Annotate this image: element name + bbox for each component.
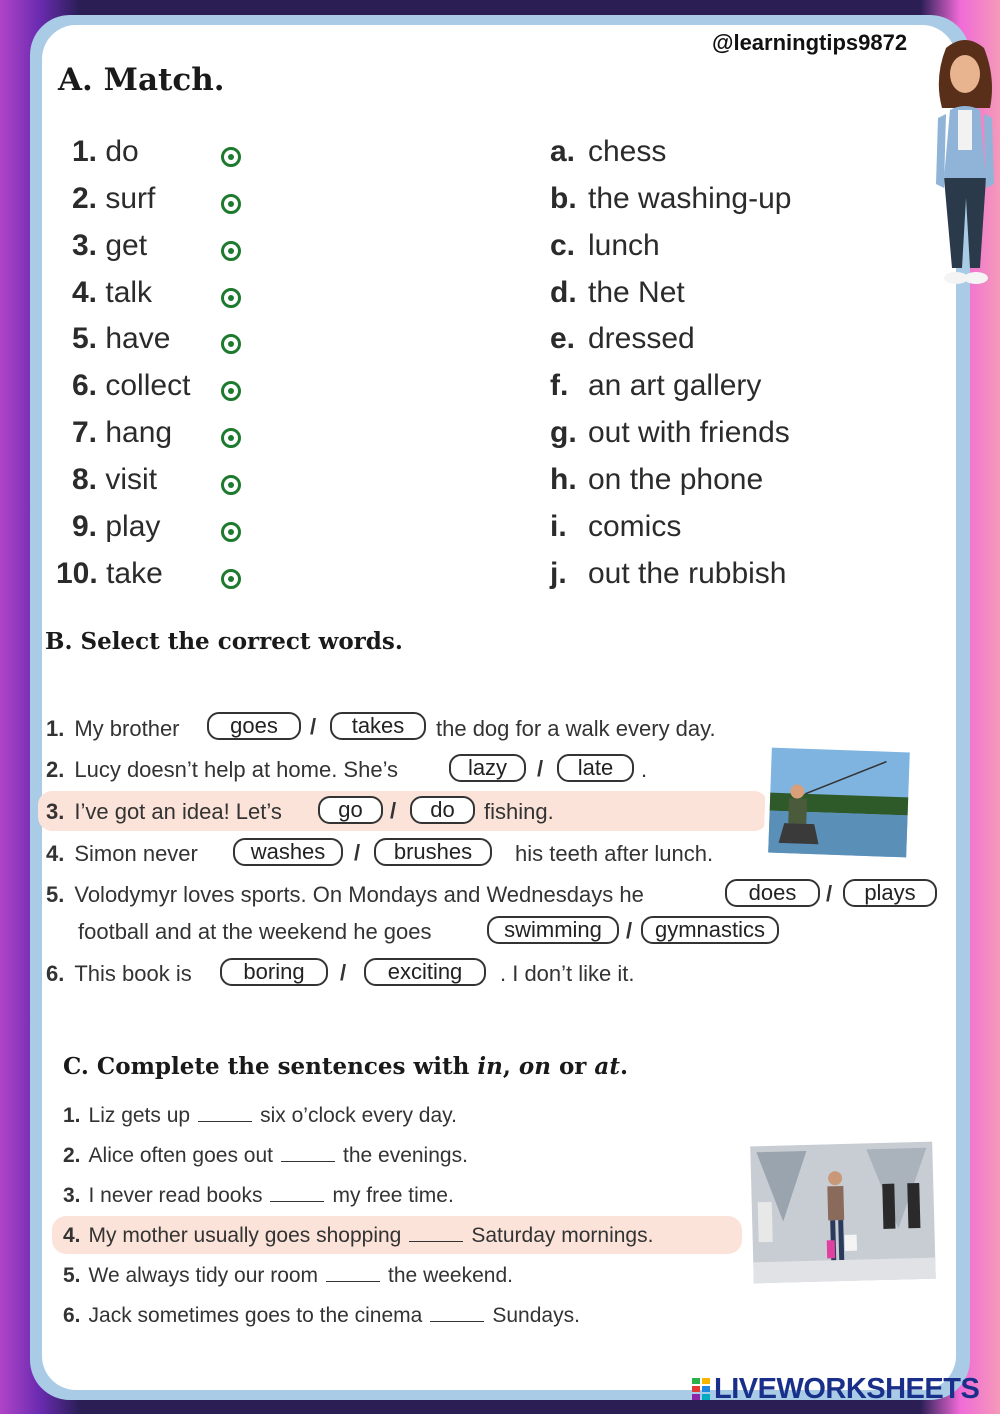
c-number: 5. (63, 1264, 81, 1287)
match-left-item (72, 276, 152, 310)
match-connector-dot[interactable] (221, 569, 241, 589)
match-left-text: have (105, 322, 171, 355)
b2-option-late[interactable]: late (557, 754, 634, 782)
b6-post: . I don’t like it. (500, 961, 635, 986)
match-right-letter: f. (550, 369, 569, 402)
c-title-or: or (550, 1053, 595, 1080)
match-left-number: 2. (72, 182, 98, 215)
match-left-item (72, 182, 155, 216)
liveworksheets-logo-icon (692, 1378, 710, 1400)
c-pre-text: My mother usually goes shopping (88, 1224, 402, 1247)
section-b-title: B. Select the correct words. (45, 628, 403, 655)
c-post-text: Saturday mornings. (471, 1224, 654, 1247)
b6-slash: / (340, 960, 347, 985)
match-right-text: the Net (588, 276, 685, 309)
b1-pre: My brother (74, 716, 180, 741)
match-right-letter: d. (550, 276, 577, 309)
match-left-item (72, 416, 172, 450)
match-connector-dot[interactable] (221, 241, 241, 261)
section-a-title: A. Match. (58, 62, 225, 98)
b4-option-washes[interactable]: washes (233, 838, 343, 866)
b4-pre: Simon never (74, 841, 198, 866)
b4-number: 4. (46, 841, 65, 866)
c-pre-text: I never read books (88, 1184, 263, 1207)
c-pre-text: Jack sometimes goes to the cinema (88, 1304, 423, 1327)
match-left-item (72, 135, 139, 169)
b2-slash: / (537, 756, 544, 781)
match-right-letter: h. (550, 463, 577, 496)
match-left-text: collect (105, 369, 191, 402)
match-left-number: 4. (72, 276, 98, 309)
b4-option-brushes[interactable]: brushes (374, 838, 492, 866)
c-title-pre: C. Complete the sentences with (63, 1053, 478, 1080)
c-title-end: . (619, 1053, 628, 1080)
c-title-in: in (477, 1053, 503, 1080)
b5-slash-2: / (626, 918, 633, 943)
b6-option-exciting[interactable]: exciting (364, 958, 486, 986)
match-left-item (72, 369, 190, 403)
match-right-letter: c. (550, 229, 576, 262)
c-pre-text: Alice often goes out (88, 1144, 273, 1167)
shopping-photo (746, 1138, 940, 1288)
match-right-letter: b. (550, 182, 577, 215)
b-sentence-6 (46, 961, 192, 987)
match-right-item[interactable] (550, 229, 660, 263)
b5-option-does[interactable]: does (725, 879, 820, 907)
b5-pre: Volodymyr loves sports. On Mondays and Wednesdays he (74, 882, 644, 907)
b5-slash-1: / (826, 881, 833, 906)
match-left-text: play (105, 510, 161, 543)
match-connector-dot[interactable] (221, 194, 241, 214)
c-answer-blank[interactable] (430, 1303, 484, 1322)
match-left-text: get (105, 229, 148, 262)
match-right-letter: a. (550, 135, 576, 168)
c-sentence (63, 1143, 468, 1168)
b5-option-plays[interactable]: plays (843, 879, 937, 907)
watermark: @learningtips9872 (712, 30, 908, 55)
match-left-item (72, 322, 170, 356)
b1-option-takes[interactable]: takes (330, 712, 426, 740)
match-right-text: chess (588, 135, 667, 168)
b4-slash: / (354, 840, 361, 865)
b5-option-gymnastics[interactable]: gymnastics (641, 916, 779, 944)
match-left-text: visit (105, 463, 158, 496)
section-c-title (63, 1053, 628, 1080)
b1-post: the dog for a walk every day. (436, 716, 716, 741)
match-right-text: the washing-up (588, 182, 792, 215)
match-right-item[interactable] (550, 135, 666, 169)
c-sentence (63, 1103, 457, 1128)
c-number: 6. (63, 1304, 81, 1327)
c-number: 4. (63, 1224, 81, 1247)
c-sentence (63, 1183, 454, 1208)
c-title-on: on (518, 1053, 551, 1080)
c-post-text: six o’clock every day. (260, 1104, 457, 1127)
b5-line2: football and at the weekend he goes (78, 919, 432, 944)
b3-option-go[interactable]: go (318, 796, 383, 824)
match-connector-dot[interactable] (221, 381, 241, 401)
b2-option-lazy[interactable]: lazy (449, 754, 526, 782)
match-right-text: on the phone (588, 463, 764, 496)
b2-pre: Lucy doesn’t help at home. She’s (74, 757, 399, 782)
match-right-item[interactable] (550, 557, 786, 591)
match-connector-dot[interactable] (221, 428, 241, 448)
b5-number: 5. (46, 882, 65, 907)
b1-number: 1. (46, 716, 65, 741)
c-answer-blank[interactable] (198, 1103, 252, 1122)
b3-option-do[interactable]: do (410, 796, 475, 824)
b5-option-swimming[interactable]: swimming (487, 916, 619, 944)
b6-number: 6. (46, 961, 65, 986)
c-sentence (63, 1223, 653, 1248)
b3-post: fishing. (484, 799, 554, 824)
match-connector-dot[interactable] (221, 147, 241, 167)
match-right-item[interactable] (550, 276, 685, 310)
c-sentence (63, 1263, 513, 1288)
c-post-text: the evenings. (342, 1144, 468, 1167)
match-left-number: 6. (72, 369, 98, 402)
b-sentence-2 (46, 757, 398, 783)
teacher-avatar-illustration (932, 38, 998, 298)
b-sentence-4 (46, 841, 198, 867)
match-right-text: lunch (588, 229, 660, 262)
match-right-letter: g. (550, 416, 577, 449)
c-sentence (63, 1303, 580, 1328)
c-post-text: Sundays. (492, 1304, 580, 1327)
match-left-number: 3. (72, 229, 98, 262)
match-right-item[interactable] (550, 510, 681, 544)
b-sentence-3 (46, 799, 282, 825)
match-right-text: out with friends (588, 416, 790, 449)
match-left-number: 5. (72, 322, 98, 355)
match-connector-dot[interactable] (221, 288, 241, 308)
match-right-item[interactable] (550, 182, 791, 216)
c-number: 1. (63, 1104, 81, 1127)
b2-post: . (641, 757, 648, 782)
b6-option-boring[interactable]: boring (220, 958, 328, 986)
match-right-item[interactable] (550, 369, 761, 403)
liveworksheets-brand: LIVEWORKSHEETS (714, 1373, 980, 1405)
match-connector-dot[interactable] (221, 475, 241, 495)
b1-option-goes[interactable]: goes (207, 712, 301, 740)
c-post-text: the weekend. (388, 1264, 513, 1287)
match-left-item (72, 229, 147, 263)
match-right-letter: j. (550, 557, 567, 590)
b6-pre: This book is (74, 961, 192, 986)
fishing-photo (763, 742, 915, 862)
match-left-item (72, 463, 157, 497)
match-right-text: out the rubbish (588, 557, 787, 590)
match-left-text: surf (105, 182, 156, 215)
match-left-number: 1. (72, 135, 98, 168)
b1-slash: / (310, 714, 317, 739)
match-right-item[interactable] (550, 416, 790, 450)
match-connector-dot[interactable] (221, 334, 241, 354)
match-left-number: 8. (72, 463, 98, 496)
c-title-comma: , (502, 1053, 519, 1080)
c-answer-blank[interactable] (281, 1143, 335, 1162)
c-answer-blank[interactable] (326, 1263, 380, 1282)
match-right-text: comics (588, 510, 682, 543)
match-right-letter: e. (550, 322, 576, 355)
match-right-text: dressed (588, 322, 695, 355)
match-right-item[interactable] (550, 463, 763, 497)
b-sentence-1 (46, 716, 180, 742)
b-sentence-5 (46, 882, 644, 908)
match-right-letter: i. (550, 510, 567, 543)
b3-number: 3. (46, 799, 65, 824)
match-left-item (72, 510, 160, 544)
match-left-number: 9. (72, 510, 98, 543)
match-left-text: take (106, 557, 163, 590)
b2-number: 2. (46, 757, 65, 782)
match-left-text: do (105, 135, 139, 168)
c-number: 2. (63, 1144, 81, 1167)
match-left-item (56, 557, 163, 591)
match-right-item[interactable] (550, 322, 695, 356)
c-title-at: at (594, 1053, 620, 1080)
c-answer-blank[interactable] (409, 1223, 463, 1242)
match-connector-dot[interactable] (221, 522, 241, 542)
c-number: 3. (63, 1184, 81, 1207)
match-right-text: an art gallery (588, 369, 762, 402)
c-post-text: my free time. (332, 1184, 454, 1207)
match-left-text: hang (105, 416, 173, 449)
c-answer-blank[interactable] (270, 1183, 324, 1202)
match-left-text: talk (105, 276, 153, 309)
match-left-number: 7. (72, 416, 98, 449)
b3-slash: / (390, 798, 397, 823)
c-pre-text: We always tidy our room (88, 1264, 319, 1287)
c-pre-text: Liz gets up (88, 1104, 191, 1127)
match-left-number: 10. (56, 557, 98, 590)
b3-pre: I’ve got an idea! Let’s (74, 799, 282, 824)
b4-post: his teeth after lunch. (515, 841, 714, 866)
